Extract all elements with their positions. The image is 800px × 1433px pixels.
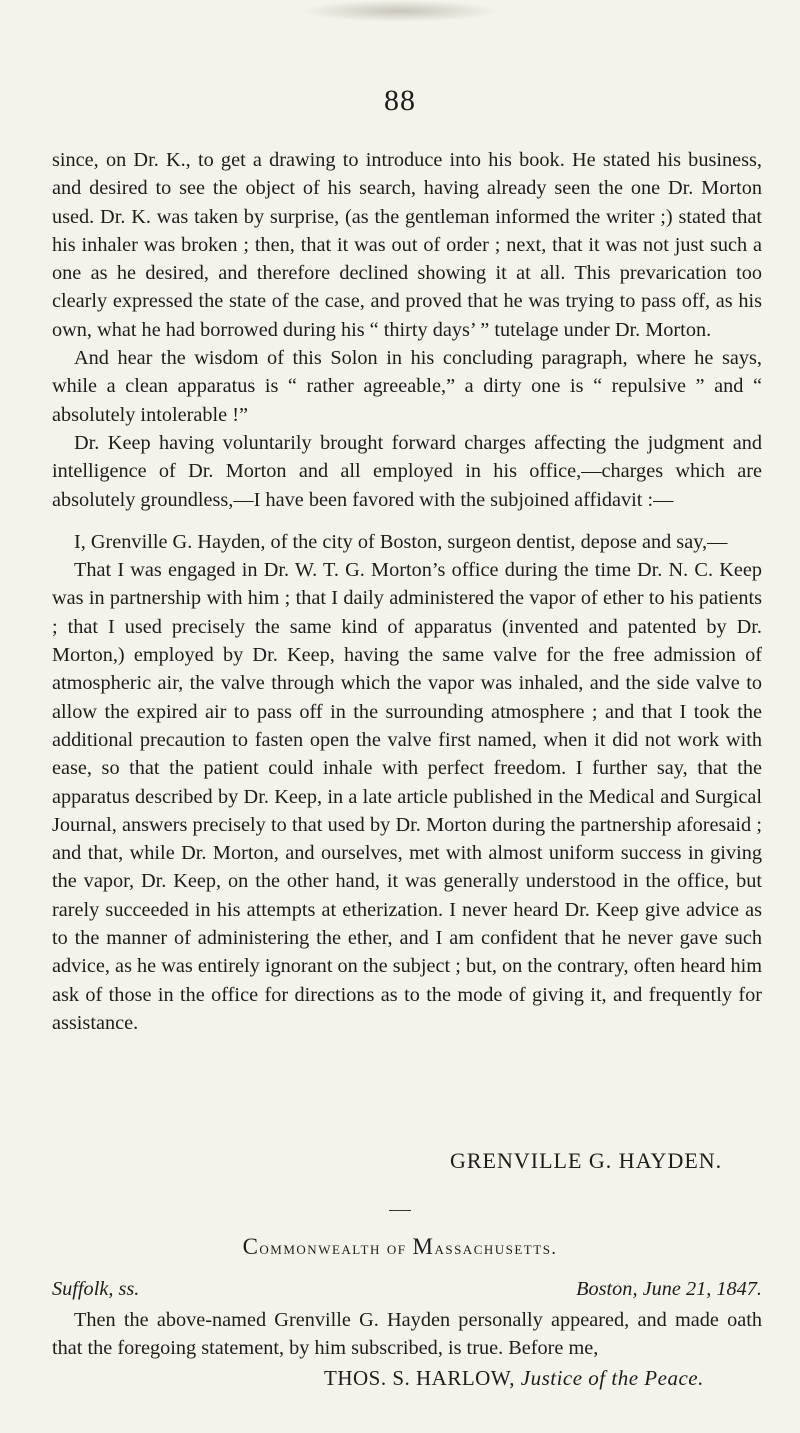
affidavit-body: That I was engaged in Dr. W. T. G. Morton’s office during the time Dr. N. C. Keep was in partnership with him ; that I daily administered the vapor of ether to his patients ; that I used precisely the same kind of apparatus (invented and patented by Dr. Morton,) employed by Dr. Keep, having the same valve for the free admission of atmospheric air, the valve through which the vapor was inhaled, and the side valve to allow the expired air to pass off in the surrounding atmosphere ; and that I took the additional precaution to fasten open the valve first named, when it did not work with ease, so that the patient could inhale with perfect freedom. I further say, that the apparatus described by Dr. Keep, in a late article published in the Medical and Surgical Journal, answers precisely to that used by Dr. Morton during the partnership aforesaid ; and that, while Dr. Morton, and ourselves, met with almost uniform success in giving the vapor, Dr. Keep, on the other hand, it was generally understood in the office, but rarely succeeded in his attempts at etherization. I never heard Dr. Keep give advice as to the manner of administering the ether, and I am confident that he never gave such advice, as he was entirely ignorant on the subject ; but, on the contrary, often heard him ask of those in the office for directions as to the mode of giving it, and frequently for assistance. — [52, 559, 762, 1034]
venue-county: Suffolk, ss. — [52, 1278, 140, 1300]
body-text — [52, 146, 762, 1037]
justice-name: THOS. S. HARLOW, — [324, 1366, 515, 1390]
scan-smudge — [300, 0, 500, 22]
commonwealth-heading: Commonwealth of Massachusetts. — [242, 1234, 558, 1259]
paragraph-2: And hear the wisdom of this Solon in his concluding paragraph, where he says, while a clean apparatus is “ rather agreeable,” a dirty one is “ repulsive ” and “ absolutely intolerable !” — [52, 347, 762, 426]
divider-rule — [389, 1210, 411, 1211]
paragraph-3: Dr. Keep having voluntarily brought forward charges affecting the judgment and intelligence of Dr. Morton and all employed in his office,—charges which are absolutely groundless,—I have been favored with the subjoined affidavit :— — [52, 431, 762, 511]
justice-title: Justice of the Peace. — [520, 1366, 704, 1390]
oath-text: Then the above-named Grenville G. Hayden personally appeared, and made oath that the foregoing statement, by him subscribed, is true. Before me, — [52, 1309, 762, 1360]
paragraph-1: since, on Dr. K., to get a drawing to introduce into his book. He stated his business, and desired to see the object of his search, having already seen the one Dr. Morton used. Dr. K. was taken by surprise, (as the gentleman informed the writer ;) stated that his inhaler was broken ; then, that it was out of order ; next, that it was not just such a one as he desired, and therefore declined showing it at all. This prevarication too clearly expressed the state of the case, and proved that he was trying to pass off, as his own, what he had borrowed during his “ thirty days’ ” tutelage under Dr. Morton. — [52, 149, 762, 341]
page-number: 88 — [384, 84, 416, 117]
affidavit-opening: I, Grenville G. Hayden, of the city of Boston, surgeon dentist, depose and say,— — [74, 530, 728, 553]
justice-signature — [324, 1366, 704, 1391]
venue-place-date: Boston, June 21, 1847. — [576, 1278, 762, 1300]
affiant-signature: GRENVILLE G. HAYDEN. — [450, 1148, 723, 1173]
